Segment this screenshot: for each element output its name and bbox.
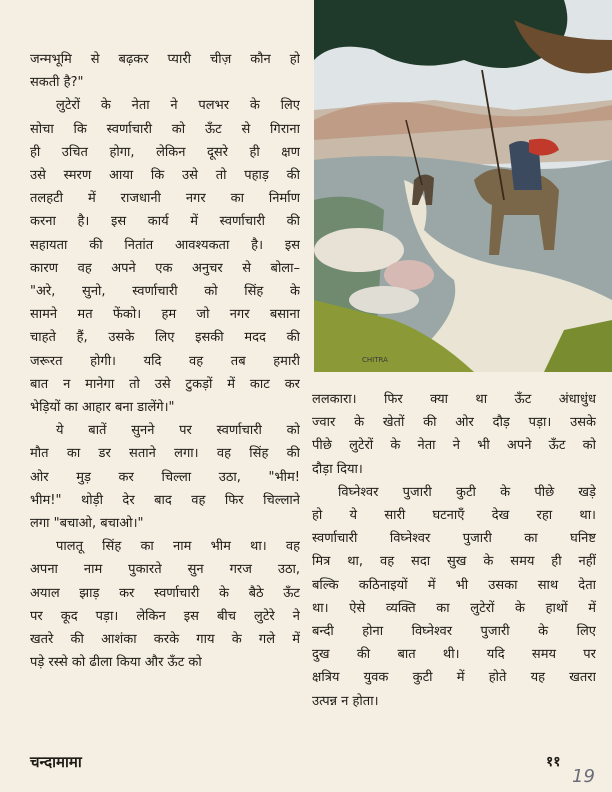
- text-line: खतरे की आशंका करके गाय के गले में: [30, 632, 300, 648]
- artist-signature: CHITRA: [362, 356, 388, 364]
- text-line: ही उचित होगा, लेकिन दूसरे ही क्षण: [30, 144, 300, 160]
- text-line: मित्र था, वह सदा सुख के समय ही नहीं: [312, 554, 596, 570]
- text-line: ललकारा। फिर क्या था ऊँट अंधाधुंध: [312, 392, 596, 407]
- text-line: चाहते हैं, उसके लिए इसकी मदद की: [30, 330, 300, 346]
- text-line: बन्दी होना विघ्नेश्वर पुजारी के लिए: [312, 624, 596, 640]
- text-line: सोचा कि स्वर्णाचारी को ऊँट से गिराना: [30, 121, 300, 137]
- text-line: लुटेरों के नेता ने पलभर के लिए: [56, 98, 300, 114]
- text-line: लगा "बचाओ, बचाओ।": [30, 516, 144, 532]
- text-line: उसे स्मरण आया कि उसे तो पहाड़ की: [30, 168, 300, 184]
- text-line: क्षत्रिय युवक कुटी में होते यह खतरा: [312, 670, 596, 686]
- text-line: सहायता की नितांत आवश्यकता है। इस: [30, 237, 300, 253]
- text-line: विघ्नेश्वर पुजारी कुटी के पीछे खड़े: [338, 484, 596, 500]
- handwritten-page-mark: 19: [572, 766, 595, 787]
- rock: [349, 286, 419, 314]
- text-line: स्वर्णाचारी विघ्नेश्वर पुजारी का घनिष्ट: [312, 531, 596, 547]
- text-line: बल्कि कठिनाइयों में भी उसका साथ देता: [312, 577, 596, 593]
- text-line: अपना नाम पुकारते सुन गरज उठा,: [30, 562, 300, 578]
- text-line: सकती है?": [30, 75, 84, 91]
- text-line: कारण वह अपने एक अनुचर से बोला–: [30, 260, 300, 276]
- right-text-column: [312, 388, 596, 713]
- text-line: पड़े रस्से को ढीला किया और ऊँट को: [30, 655, 202, 671]
- text-line: भेड़ियों का आहार बना डालेंगे।": [30, 400, 175, 416]
- text-line: जन्मभूमि से बढ़कर प्यारी चीज़ कौन हो: [30, 52, 300, 67]
- text-line: ज्वार के खेतों की ओर दौड़ पड़ा। उसके: [312, 415, 596, 431]
- text-line: बात न मानेगा तो उसे टुकड़ों में काट कर: [30, 376, 300, 392]
- text-line: पीछे लुटेरों के नेता ने भी अपने ऊँट को: [312, 438, 596, 454]
- text-line: हो ये सारी घटनाएँ देख रहा था।: [312, 508, 596, 524]
- text-line: पालतू सिंह का नाम भीम था। वह: [56, 539, 300, 555]
- text-line: तलहटी में राजधानी नगर का निर्माण: [30, 191, 300, 207]
- text-line: पर कूद पड़ा। लेकिन इस बीच लुटेरे ने: [30, 608, 300, 624]
- text-line: "अरे, सुनो, स्वर्णाचारी को सिंह के: [30, 284, 300, 300]
- text-line: सामने मत फेंको। हम जो नगर बसाना: [30, 307, 300, 323]
- rock: [384, 260, 434, 290]
- text-line: भीम!" थोड़ी देर बाद वह फिर चिल्लाने: [30, 492, 300, 508]
- illustration-panel: [314, 0, 612, 372]
- text-line: मौत का डर सताने लगा। वह सिंह की: [30, 446, 300, 462]
- text-line: था। ऐसे व्यक्ति का लुटेरों के हाथों में: [312, 600, 596, 616]
- text-line: करना है। इस कार्य में स्वर्णाचारी की: [30, 214, 300, 230]
- text-line: उत्पन्न न होता।: [312, 693, 379, 709]
- text-line: ये बातें सुनने पर स्वर्णाचारी को: [56, 423, 300, 439]
- left-text-column: [30, 48, 300, 674]
- text-line: दौड़ा दिया।: [312, 461, 363, 477]
- text-line: जरूरत होगी। यदि वह तब हमारी: [30, 353, 300, 369]
- text-line: अयाल झाड़ कर स्वर्णाचारी के बैठे ऊँट: [30, 585, 300, 601]
- camel-riders-illustration: [314, 0, 612, 372]
- magazine-title: चन्दामामा: [30, 753, 82, 771]
- page-number: ११: [546, 754, 561, 770]
- text-line: दुख की बात थी। यदि समय पर: [312, 647, 596, 663]
- text-line: ओर मुड़ कर चिल्ला उठा, "भीम!: [30, 469, 300, 485]
